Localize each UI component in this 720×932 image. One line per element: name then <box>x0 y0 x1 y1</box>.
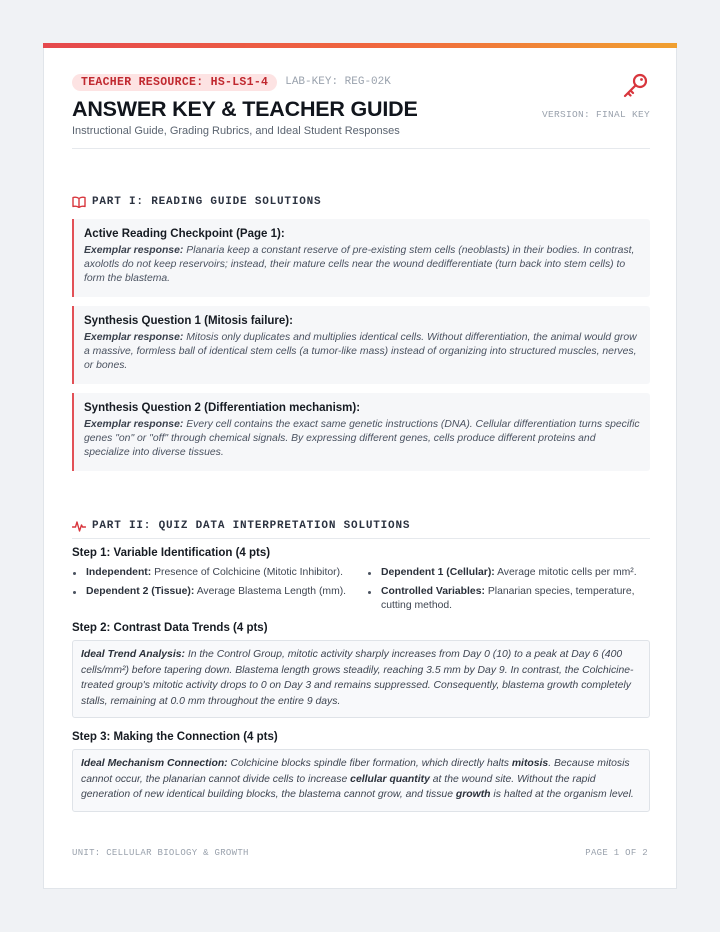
card-label: Exemplar response: <box>84 332 184 343</box>
card-label: Exemplar response: <box>84 419 184 430</box>
card-text: Mitosis only duplicates and multiplies identical cells. Without differentiation, the animal would grow a massive, formless ball of identical stem cells (a tumor-like mass) instead of organizing into structured muscles, nerves, or bones. <box>84 332 637 371</box>
card-response <box>84 244 640 286</box>
pulse-icon <box>72 520 86 532</box>
version-label: VERSION: FINAL KEY <box>541 109 650 120</box>
card-label: Exemplar response: <box>84 245 184 256</box>
accent-bar <box>43 43 677 48</box>
step1-title: Step 1: Variable Identification (4 pts) <box>72 547 271 559</box>
answer-card <box>72 219 650 297</box>
card-title: Active Reading Checkpoint (Page 1): <box>84 228 285 240</box>
item-text: Planarian species, temperature, cutting method. <box>381 586 635 611</box>
answer-card <box>72 393 650 471</box>
card-response <box>84 418 640 460</box>
list-item <box>367 566 650 580</box>
box-text: is halted at the organism level. <box>493 789 634 800</box>
book-icon <box>72 196 86 208</box>
part2-heading <box>72 518 650 534</box>
card-title: Synthesis Question 2 (Differentiation mechanism): <box>84 402 361 414</box>
card-title: Synthesis Question 1 (Mitosis failure): <box>84 315 293 327</box>
document-page <box>43 43 677 889</box>
emphasis: cellular quantity <box>350 773 430 785</box>
item-label: Dependent 1 (Cellular): <box>381 567 495 578</box>
header-divider <box>72 148 650 149</box>
variable-list <box>72 566 650 613</box>
box-label: Ideal Mechanism Connection: <box>81 758 228 769</box>
page-title: ANSWER KEY & TEACHER GUIDE <box>72 97 418 121</box>
list-item <box>72 585 367 613</box>
trend-analysis-box <box>72 640 650 718</box>
emphasis: growth <box>455 789 491 800</box>
key-icon <box>620 72 650 100</box>
box-text: In the Control Group, mitotic activity sharply increases from Day 0 (10) to a peak at Day 6 (400 cells/mm²) before tapering down. Blastema length grows steadily, reaching 3.5 mm by Day 9. In contrast, the Colchicine-treated group's mitotic activity drops to 0 on Day 3 and remains suppressed. Consequently, blastema growth completely stalls, remaining at 0.0 mm throughout the entire 9 days. <box>81 649 634 707</box>
meta-row <box>72 72 650 92</box>
card-text: Every cell contains the exact same genetic instructions (DNA). Cellular differentiation turns specific genes "on" or "off" through chemical signals. By expressing different genes, cells produce different proteins and specialize into diverse tissues. <box>84 419 640 458</box>
part1-heading-text: PART I: READING GUIDE SOLUTIONS <box>92 196 322 208</box>
box-text: Colchicine blocks spindle fiber formation, which directly halts <box>230 758 509 769</box>
section-divider <box>72 538 650 539</box>
box-text: at the wound site. Without the rapid generation of new identical building blocks, the blastema cannot grow, and tissue <box>81 773 596 800</box>
item-label: Independent: <box>86 567 152 578</box>
page-number: PAGE 1 OF 2 <box>585 848 648 858</box>
step2-title: Step 2: Contrast Data Trends (4 pts) <box>72 622 268 634</box>
emphasis: mitosis <box>511 758 549 769</box>
card-response <box>84 331 640 373</box>
item-text: Presence of Colchicine (Mitotic Inhibitor). <box>154 567 343 578</box>
page-footer <box>72 848 648 858</box>
box-label: Ideal Trend Analysis: <box>81 649 185 660</box>
list-item <box>367 585 650 613</box>
card-text: Planaria keep a constant reserve of pre-existing stem cells (neoblasts) in their bodies. In contrast, axolotls do not keep reservoirs; instead, their mature cells near the wound dedifferentiate (turn back into stem cells) to form the blastema. <box>84 245 635 284</box>
item-label: Dependent 2 (Tissue): <box>86 586 195 597</box>
page-content <box>72 72 650 812</box>
mechanism-connection-box <box>72 749 650 812</box>
resource-badge: TEACHER RESOURCE: HS-LS1-4 <box>72 74 277 91</box>
part2-heading-text: PART II: QUIZ DATA INTERPRETATION SOLUTIONS <box>92 520 411 532</box>
answer-card <box>72 306 650 384</box>
list-item <box>72 566 367 580</box>
item-text: Average Blastema Length (mm). <box>196 586 347 597</box>
step3-title: Step 3: Making the Connection (4 pts) <box>72 731 278 743</box>
item-label: Controlled Variables: <box>381 586 485 597</box>
unit-label: UNIT: CELLULAR BIOLOGY & GROWTH <box>72 848 249 858</box>
box-text: . Because mitosis cannot occur, the planarian cannot divide cells to increase <box>81 758 630 785</box>
page-subtitle: Instructional Guide, Grading Rubrics, and Ideal Student Responses <box>72 125 400 137</box>
lab-key: LAB-KEY: REG-02K <box>285 76 391 88</box>
item-text: Average mitotic cells per mm². <box>497 567 637 578</box>
part1-heading <box>72 194 650 210</box>
